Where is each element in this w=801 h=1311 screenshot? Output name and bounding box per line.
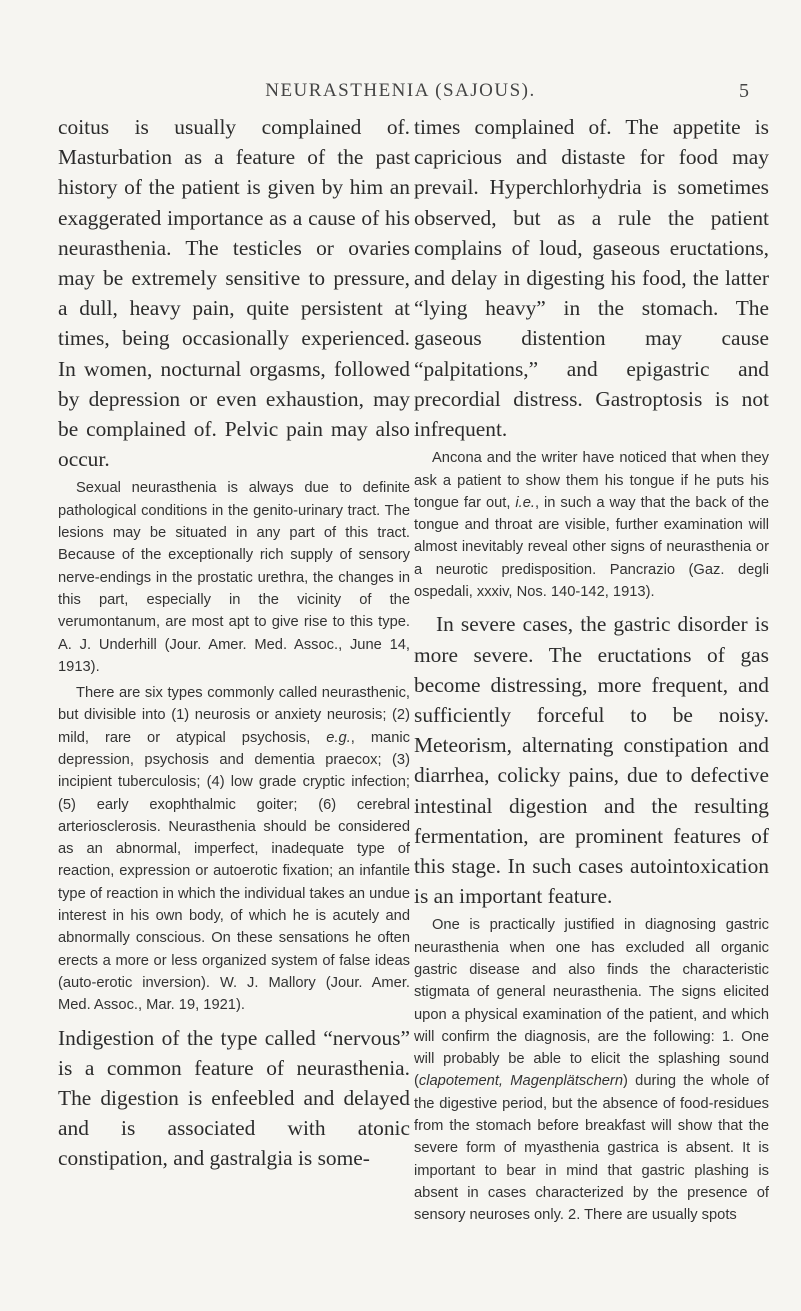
- running-header: NEURASTHENIA (SAJOUS).: [265, 80, 536, 101]
- paragraph-sexual-neurasthenia-note: Sexual neurasthenia is always due to definite pathological conditions in the genito-urinary tract. The lesions may be situated in any part of this tract. Because of the exceptionally rich supply of sensory nerve-endings in the prostatic urethra, the changes in this part, especially in the vicinity of the verumontanum, are most apt to give rise to this type. A. J. Underhill (Jour. Amer. Med. Assoc., June 14, 1913).: [58, 480, 410, 675]
- tongue-text-a: Ancona and the writer have noticed that when they ask a patient to show them his tongue if he puts his tongue far out,: [414, 450, 769, 511]
- paragraph-six-types-note: [58, 682, 410, 1016]
- six-types-text-b: , manic depression, psychosis and dementia praecox; (3) incipient tuberculosis; (4) low grade cryptic infection; (5) early exophthalmic goiter; (6) cerebral arteriosclerosis. Neurasthenia should be considered as an abnormal, imperfect, inadequate type of reaction, expression or autoerotic fixation; an infantile type of reaction in which the individual takes an undue interest in his own body, of which he is acutely and abnormally conscious. On these sensations he often erects a more or less organized system of false ideas (auto-erotic inversion). W. J. Mallory (Jour. Amer. Med. Assoc., Mar. 19, 1921).: [58, 729, 411, 1014]
- left-column: [58, 112, 410, 1174]
- right-column: [414, 112, 769, 1231]
- eg-italic: e.g.: [326, 729, 351, 746]
- page-number: 5: [739, 80, 749, 102]
- paragraph-diagnosis-note: [414, 914, 769, 1226]
- paragraph-appetite: times complained of. The appetite is capricious and distaste for food may prevail. Hyperchlorhydria is sometimes observed, but as a rule the patient complains of loud, gaseous eructations, and delay in digesting his food, the latter “lying heavy” in the stomach. The gaseous distention may cause “palpitations,” and epigastric and precordial distress. Gastroptosis is not infrequent.: [414, 115, 769, 442]
- paragraph-tongue-sign-note: [414, 447, 769, 603]
- paragraph-severe-cases: In severe cases, the gastric disorder is more severe. The eructations of gas become distressing, more frequent, and sufficiently forceful to be noisy. Meteorism, alternating constipation and diarrhea, colicky pains, due to defective intestinal digestion and the resulting fermentation, are prominent features of this stage. In such cases autointoxication is an important feature.: [414, 612, 769, 909]
- diagnosis-text-a: One is practically justified in diagnosing gastric neurasthenia when one has excluded all organic gastric disease and also finds the characteristic stigmata of general neurasthenia. The signs elicited upon a physical examination of the patient, and which will confirm the diagnosis, are the following: 1. One will probably be able to elicit the splashing sound (: [414, 917, 769, 1090]
- paragraph-sexual-symptoms: coitus is usually complained of. Masturbation as a feature of the past history of the patient is given by him an exaggerated importance as a cause of his neurasthenia. The testicles or ovaries may be extremely sensitive to pressure, a dull, heavy pain, quite persistent at times, being occasionally experienced. In women, nocturnal orgasms, followed by depression or even exhaustion, may be complained of. Pelvic pain may also occur.: [58, 115, 410, 472]
- ie-italic: i.e.: [515, 494, 536, 511]
- six-types-text-a: There are six types commonly called neurasthenic, but divisible into (1) neurosis or anxiety neurosis; (2) mild, rare or atypical psychosis,: [58, 685, 410, 746]
- diagnosis-text-b: ) during the whole of the digestive period, but the absence of food-residues from the stomach before breakfast will show that the severe form of myasthenia gastrica is absent. It is important to bear in mind that gastric plashing is absent in cases characterized by the presence of sensory neuroses only. 2. There are usually spots: [414, 1073, 769, 1224]
- tongue-text-b: , in such a way that the back of the tongue and throat are visible, further examination will almost inevitably reveal other signs of neurasthenia or a neurotic predisposition. Pancrazio (Gaz. degli ospedali, xxxiv, Nos. 140-142, 1913).: [414, 494, 769, 601]
- clapotement-italic: clapotement, Magenplätschern: [418, 1073, 623, 1090]
- paragraph-indigestion: Indigestion of the type called “nervous” is a common feature of neurasthenia. The digestion is enfeebled and delayed and is associated with atonic constipation, and gastralgia is some-: [58, 1025, 410, 1171]
